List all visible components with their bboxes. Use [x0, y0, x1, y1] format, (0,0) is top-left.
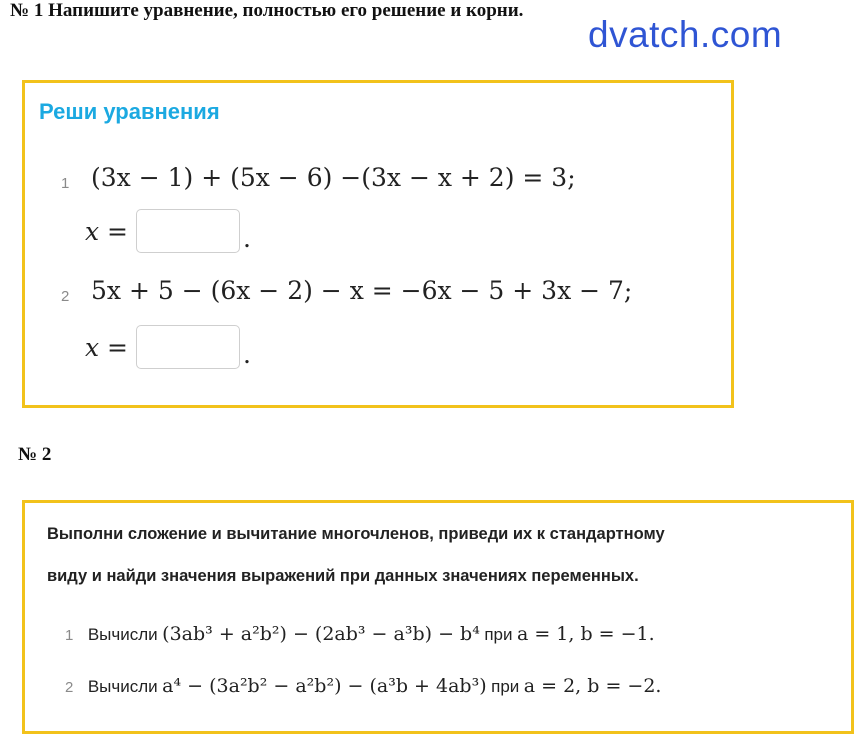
answer-input-1[interactable] [136, 209, 240, 253]
answer-row-1 [85, 209, 251, 253]
task-values: a = 1, b = −1. [516, 623, 655, 645]
task-2 [65, 675, 661, 697]
instructions-line-2: виду и найди значения выражений при данных значениях переменных. [47, 567, 639, 585]
instructions-line-1: Выполни сложение и вычитание многочленов, приведи их к стандартному [47, 525, 665, 543]
answer-label: x = [85, 216, 128, 246]
exercise-box-1 [22, 80, 734, 408]
task-number: 2 [65, 679, 74, 696]
task-values: a = 2, b = −2. [523, 675, 662, 697]
answer-dot: . [243, 340, 251, 369]
problem-number: 2 [61, 288, 70, 305]
exercise-box-2 [22, 500, 854, 734]
answer-dot: . [243, 224, 251, 253]
task-verb: Вычисли [87, 625, 158, 644]
answer-label: x = [85, 332, 128, 362]
task-1 [65, 623, 655, 645]
task-expression: a⁴ − (3a²b² − a²b²) − (a³b + 4ab³) [162, 675, 487, 697]
task-expression: (3ab³ + a²b²) − (2ab³ − a³b) − b⁴ [162, 623, 480, 645]
task-number: 1 [65, 627, 74, 644]
section-2-heading: № 2 [18, 444, 52, 465]
equation-2: 5x + 5 − (6x − 2) − x = −6x − 5 + 3x − 7; [91, 276, 633, 305]
task-verb: Вычисли [87, 677, 158, 696]
answer-input-2[interactable] [136, 325, 240, 369]
task-when: при [484, 625, 513, 644]
answer-row-2 [85, 325, 251, 369]
task-when: при [491, 677, 520, 696]
page-heading: № 1 Напишите уравнение, полностью его решение и корни. [10, 0, 524, 21]
watermark: dvatch.com [588, 14, 783, 55]
exercise-title: Реши уравнения [39, 99, 220, 124]
equation-1: (3x − 1) + (5x − 6) −(3x − x + 2) = 3; [91, 163, 576, 192]
problem-number: 1 [61, 175, 70, 192]
